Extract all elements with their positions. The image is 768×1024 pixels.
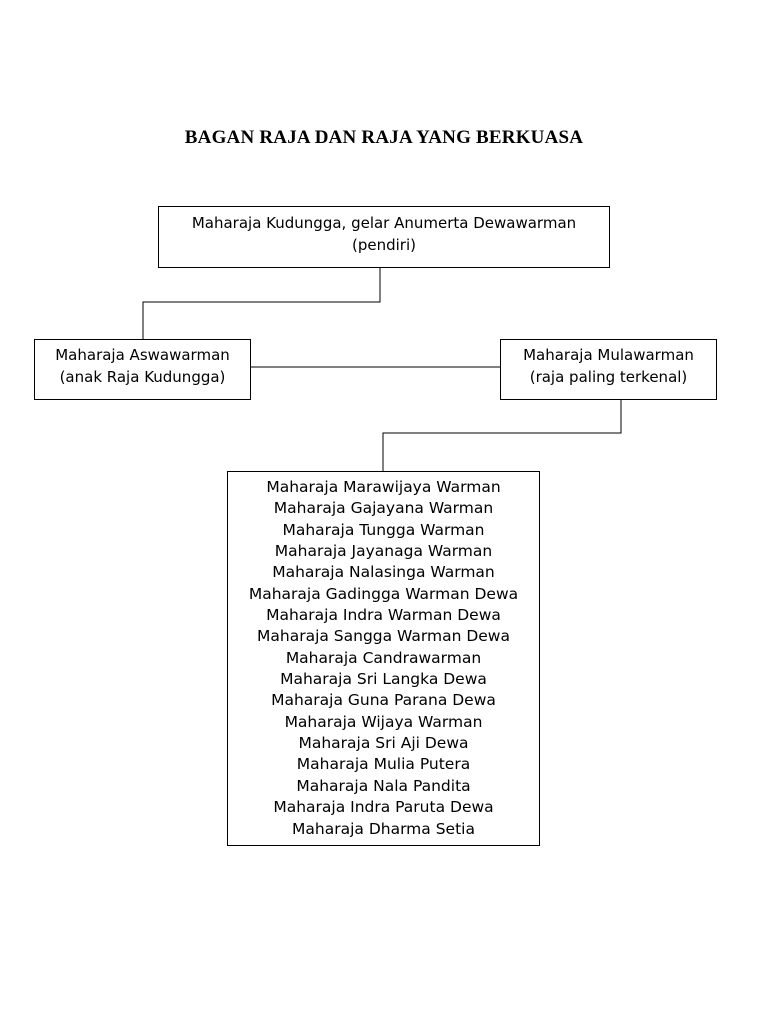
aswawarman-name: Maharaja Aswawarman	[55, 346, 230, 364]
mulawarman-note: (raja paling terkenal)	[529, 368, 688, 386]
successor-item: Maharaja Guna Parana Dewa	[271, 691, 496, 710]
successor-item: Maharaja Gajayana Warman	[273, 499, 494, 518]
successor-item: Maharaja Nala Pandita	[296, 776, 471, 795]
founder-box	[158, 206, 610, 268]
connector-right-to-list	[383, 400, 621, 471]
successor-item: Maharaja Indra Warman Dewa	[266, 606, 501, 625]
successor-item: Maharaja Wijaya Warman	[284, 712, 483, 731]
successor-item: Maharaja Gadingga Warman Dewa	[248, 584, 519, 603]
successor-item: Maharaja Dharma Setia	[292, 819, 475, 838]
successor-item: Maharaja Sri Langka Dewa	[280, 670, 487, 689]
successor-item: Maharaja Mulia Putera	[296, 755, 471, 774]
successor-item: Maharaja Jayanaga Warman	[274, 542, 493, 561]
mulawarman-name: Maharaja Mulawarman	[523, 346, 694, 364]
successor-item: Maharaja Indra Paruta Dewa	[273, 798, 494, 817]
successor-item: Maharaja Marawijaya Warman	[266, 478, 501, 496]
successor-item: Maharaja Candrawarman	[285, 648, 482, 667]
founder-name: Maharaja Kudungga, gelar Anumerta Dewawarman	[191, 214, 577, 232]
successor-item: Maharaja Sangga Warman Dewa	[257, 627, 510, 646]
founder-role: (pendiri)	[352, 236, 416, 254]
successors-list-box	[227, 471, 540, 846]
mulawarman-box	[500, 339, 717, 400]
diagram-title: BAGAN RAJA DAN RAJA YANG BERKUASA	[184, 127, 584, 148]
successor-item: Maharaja Sri Aji Dewa	[298, 734, 469, 753]
successor-item: Maharaja Nalasinga Warman	[272, 563, 495, 582]
aswawarman-box	[34, 339, 251, 400]
connector-root-to-left	[143, 268, 380, 339]
aswawarman-note: (anak Raja Kudungga)	[59, 368, 226, 386]
successor-item: Maharaja Tungga Warman	[282, 520, 485, 539]
